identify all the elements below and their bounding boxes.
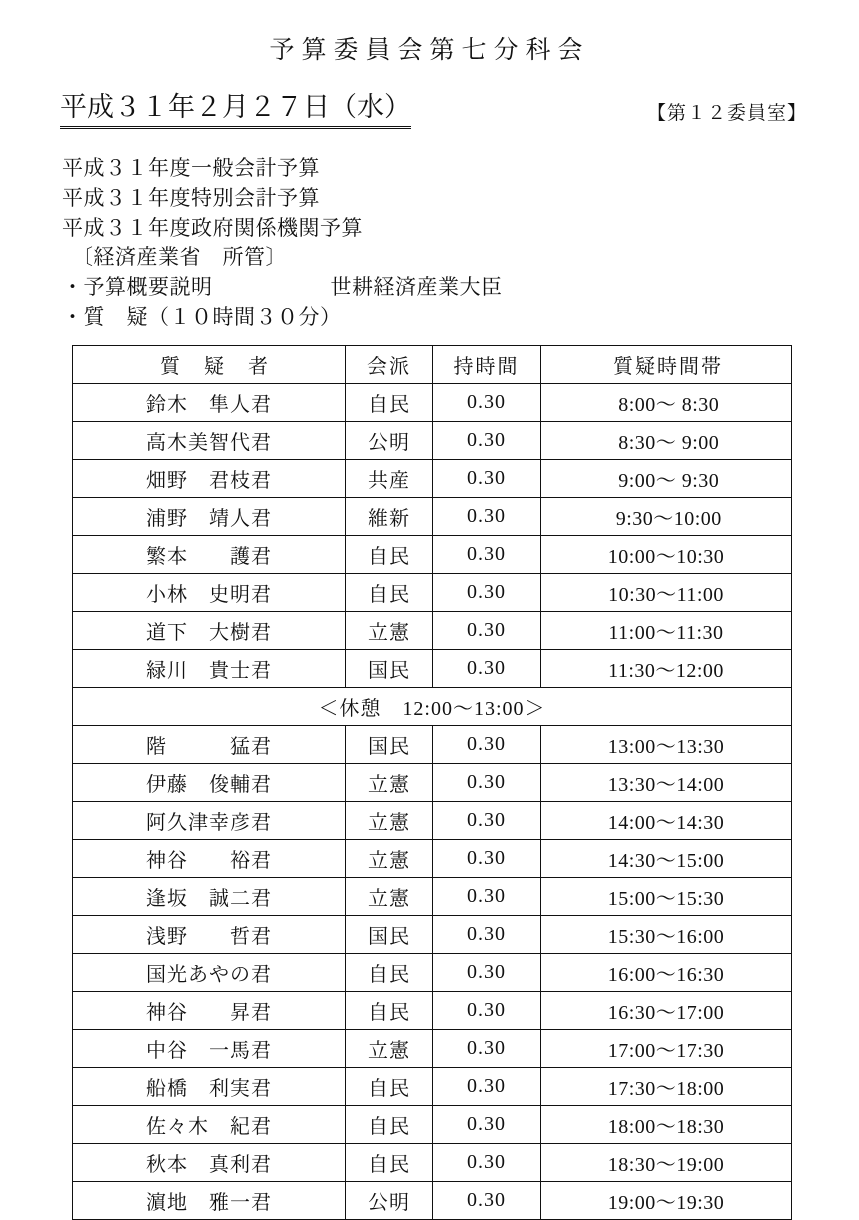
agenda-block xyxy=(0,154,859,333)
agenda-briefing-speaker: 世耕経済産業大臣 xyxy=(330,275,503,300)
speaker-name-cell: 畑野 君枝君 xyxy=(73,459,346,497)
table-row xyxy=(73,459,792,497)
duration-cell: 0.30 xyxy=(433,1143,541,1181)
table-row xyxy=(73,573,792,611)
speaker-name-cell: 繁本 護君 xyxy=(73,535,346,573)
speaker-name-cell: 伊藤 俊輔君 xyxy=(73,763,346,801)
speaker-name-cell: 神谷 裕君 xyxy=(73,839,346,877)
party-cell: 自民 xyxy=(346,383,433,421)
duration-cell: 0.30 xyxy=(433,1181,541,1219)
time-slot-cell: 19:00～19:30 xyxy=(541,1181,792,1219)
committee-room-badge: 【第１２委員室】 xyxy=(646,103,807,124)
table-row xyxy=(73,915,792,953)
duration-cell: 0.30 xyxy=(433,383,541,421)
table-row xyxy=(73,877,792,915)
recess-cell: ＜休憩 12:00～13:00＞ xyxy=(73,687,792,725)
speaker-name-cell: 小林 史明君 xyxy=(73,573,346,611)
table-row xyxy=(73,1143,792,1181)
speaker-name-cell: 道下 大樹君 xyxy=(73,611,346,649)
table-row xyxy=(73,1029,792,1067)
party-cell: 自民 xyxy=(346,991,433,1029)
duration-cell: 0.30 xyxy=(433,573,541,611)
duration-cell: 0.30 xyxy=(433,839,541,877)
table-row xyxy=(73,497,792,535)
table-row xyxy=(73,839,792,877)
schedule-table-body xyxy=(73,383,792,1219)
duration-cell: 0.30 xyxy=(433,649,541,687)
time-slot-cell: 8:30～ 9:00 xyxy=(541,421,792,459)
speaker-name-cell: 国光あやの君 xyxy=(73,953,346,991)
column-header-duration: 持時間 xyxy=(433,345,541,383)
agenda-jurisdiction: 〔経済産業省 所管〕 xyxy=(72,245,287,270)
party-cell: 自民 xyxy=(346,1067,433,1105)
duration-cell: 0.30 xyxy=(433,459,541,497)
speaker-name-cell: 逢坂 誠二君 xyxy=(73,877,346,915)
speaker-name-cell: 中谷 一馬君 xyxy=(73,1029,346,1067)
speaker-name-cell: 阿久津幸彦君 xyxy=(73,801,346,839)
time-slot-cell: 15:00～15:30 xyxy=(541,877,792,915)
party-cell: 立憲 xyxy=(346,839,433,877)
table-row xyxy=(73,953,792,991)
party-cell: 国民 xyxy=(346,649,433,687)
time-slot-cell: 17:30～18:00 xyxy=(541,1067,792,1105)
agenda-briefing-row xyxy=(62,273,859,303)
agenda-budget-line-1: 平成３１年度一般会計予算 xyxy=(62,156,320,180)
party-cell: 公明 xyxy=(346,421,433,459)
time-slot-cell: 8:00～ 8:30 xyxy=(541,383,792,421)
party-cell: 国民 xyxy=(346,915,433,953)
party-cell: 立憲 xyxy=(346,877,433,915)
table-row xyxy=(73,1067,792,1105)
party-cell: 自民 xyxy=(346,535,433,573)
time-slot-cell: 9:00～ 9:30 xyxy=(541,459,792,497)
table-row xyxy=(73,649,792,687)
duration-cell: 0.30 xyxy=(433,497,541,535)
agenda-briefing-label: ・予算概要説明 xyxy=(62,275,213,300)
time-slot-cell: 14:00～14:30 xyxy=(541,801,792,839)
table-row xyxy=(73,763,792,801)
party-cell: 維新 xyxy=(346,497,433,535)
speaker-name-cell: 神谷 昇君 xyxy=(73,991,346,1029)
party-cell: 立憲 xyxy=(346,1029,433,1067)
table-row xyxy=(73,421,792,459)
duration-cell: 0.30 xyxy=(433,991,541,1029)
table-row-break xyxy=(73,687,792,725)
time-slot-cell: 13:30～14:00 xyxy=(541,763,792,801)
party-cell: 立憲 xyxy=(346,611,433,649)
speaker-name-cell: 浅野 哲君 xyxy=(73,915,346,953)
party-cell: 自民 xyxy=(346,1105,433,1143)
party-cell: 公明 xyxy=(346,1181,433,1219)
duration-cell: 0.30 xyxy=(433,611,541,649)
table-row xyxy=(73,611,792,649)
speaker-name-cell: 鈴木 隼人君 xyxy=(73,383,346,421)
schedule-table-wrapper xyxy=(0,345,859,1220)
agenda-budget-line-3: 平成３１年度政府関係機関予算 xyxy=(62,215,363,240)
duration-cell: 0.30 xyxy=(433,953,541,991)
column-header-party: 会派 xyxy=(346,345,433,383)
duration-cell: 0.30 xyxy=(433,877,541,915)
table-row xyxy=(73,991,792,1029)
column-header-slot: 質疑時間帯 xyxy=(541,345,792,383)
speaker-name-cell: 濵地 雅一君 xyxy=(73,1181,346,1219)
time-slot-cell: 17:00～17:30 xyxy=(541,1029,792,1067)
time-slot-cell: 13:00～13:30 xyxy=(541,725,792,763)
time-slot-cell: 10:00～10:30 xyxy=(541,535,792,573)
speaker-name-cell: 高木美智代君 xyxy=(73,421,346,459)
duration-cell: 0.30 xyxy=(433,725,541,763)
duration-cell: 0.30 xyxy=(433,535,541,573)
agenda-qa-label: ・質 疑（１０時間３０分） xyxy=(62,305,342,330)
party-cell: 自民 xyxy=(346,953,433,991)
meeting-date: 平成３１年２月２７日（水） xyxy=(60,92,411,129)
party-cell: 自民 xyxy=(346,573,433,611)
time-slot-cell: 16:30～17:00 xyxy=(541,991,792,1029)
time-slot-cell: 11:00～11:30 xyxy=(541,611,792,649)
party-cell: 自民 xyxy=(346,1143,433,1181)
table-row xyxy=(73,801,792,839)
speaker-name-cell: 緑川 貴士君 xyxy=(73,649,346,687)
table-row xyxy=(73,1105,792,1143)
time-slot-cell: 10:30～11:00 xyxy=(541,573,792,611)
party-cell: 立憲 xyxy=(346,801,433,839)
time-slot-cell: 14:30～15:00 xyxy=(541,839,792,877)
time-slot-cell: 18:00～18:30 xyxy=(541,1105,792,1143)
time-slot-cell: 18:30～19:00 xyxy=(541,1143,792,1181)
table-row xyxy=(73,1181,792,1219)
schedule-table xyxy=(72,345,792,1220)
column-header-name: 質 疑 者 xyxy=(73,345,346,383)
agenda-budget-line-2: 平成３１年度特別会計予算 xyxy=(62,185,320,210)
duration-cell: 0.30 xyxy=(433,915,541,953)
speaker-name-cell: 佐々木 紀君 xyxy=(73,1105,346,1143)
time-slot-cell: 15:30～16:00 xyxy=(541,915,792,953)
time-slot-cell: 16:00～16:30 xyxy=(541,953,792,991)
party-cell: 立憲 xyxy=(346,763,433,801)
duration-cell: 0.30 xyxy=(433,421,541,459)
party-cell: 国民 xyxy=(346,725,433,763)
schedule-table-head xyxy=(73,345,792,383)
duration-cell: 0.30 xyxy=(433,1029,541,1067)
duration-cell: 0.30 xyxy=(433,801,541,839)
time-slot-cell: 9:30～10:00 xyxy=(541,497,792,535)
speaker-name-cell: 浦野 靖人君 xyxy=(73,497,346,535)
speaker-name-cell: 秋本 真利君 xyxy=(73,1143,346,1181)
speaker-name-cell: 船橋 利実君 xyxy=(73,1067,346,1105)
duration-cell: 0.30 xyxy=(433,763,541,801)
date-and-room-row xyxy=(0,92,859,132)
time-slot-cell: 11:30～12:00 xyxy=(541,649,792,687)
speaker-name-cell: 階 猛君 xyxy=(73,725,346,763)
duration-cell: 0.30 xyxy=(433,1067,541,1105)
page-title: 予算委員会第七分科会 xyxy=(269,37,590,64)
table-header-row xyxy=(73,345,792,383)
table-row xyxy=(73,383,792,421)
table-row xyxy=(73,725,792,763)
party-cell: 共産 xyxy=(346,459,433,497)
duration-cell: 0.30 xyxy=(433,1105,541,1143)
table-row xyxy=(73,535,792,573)
